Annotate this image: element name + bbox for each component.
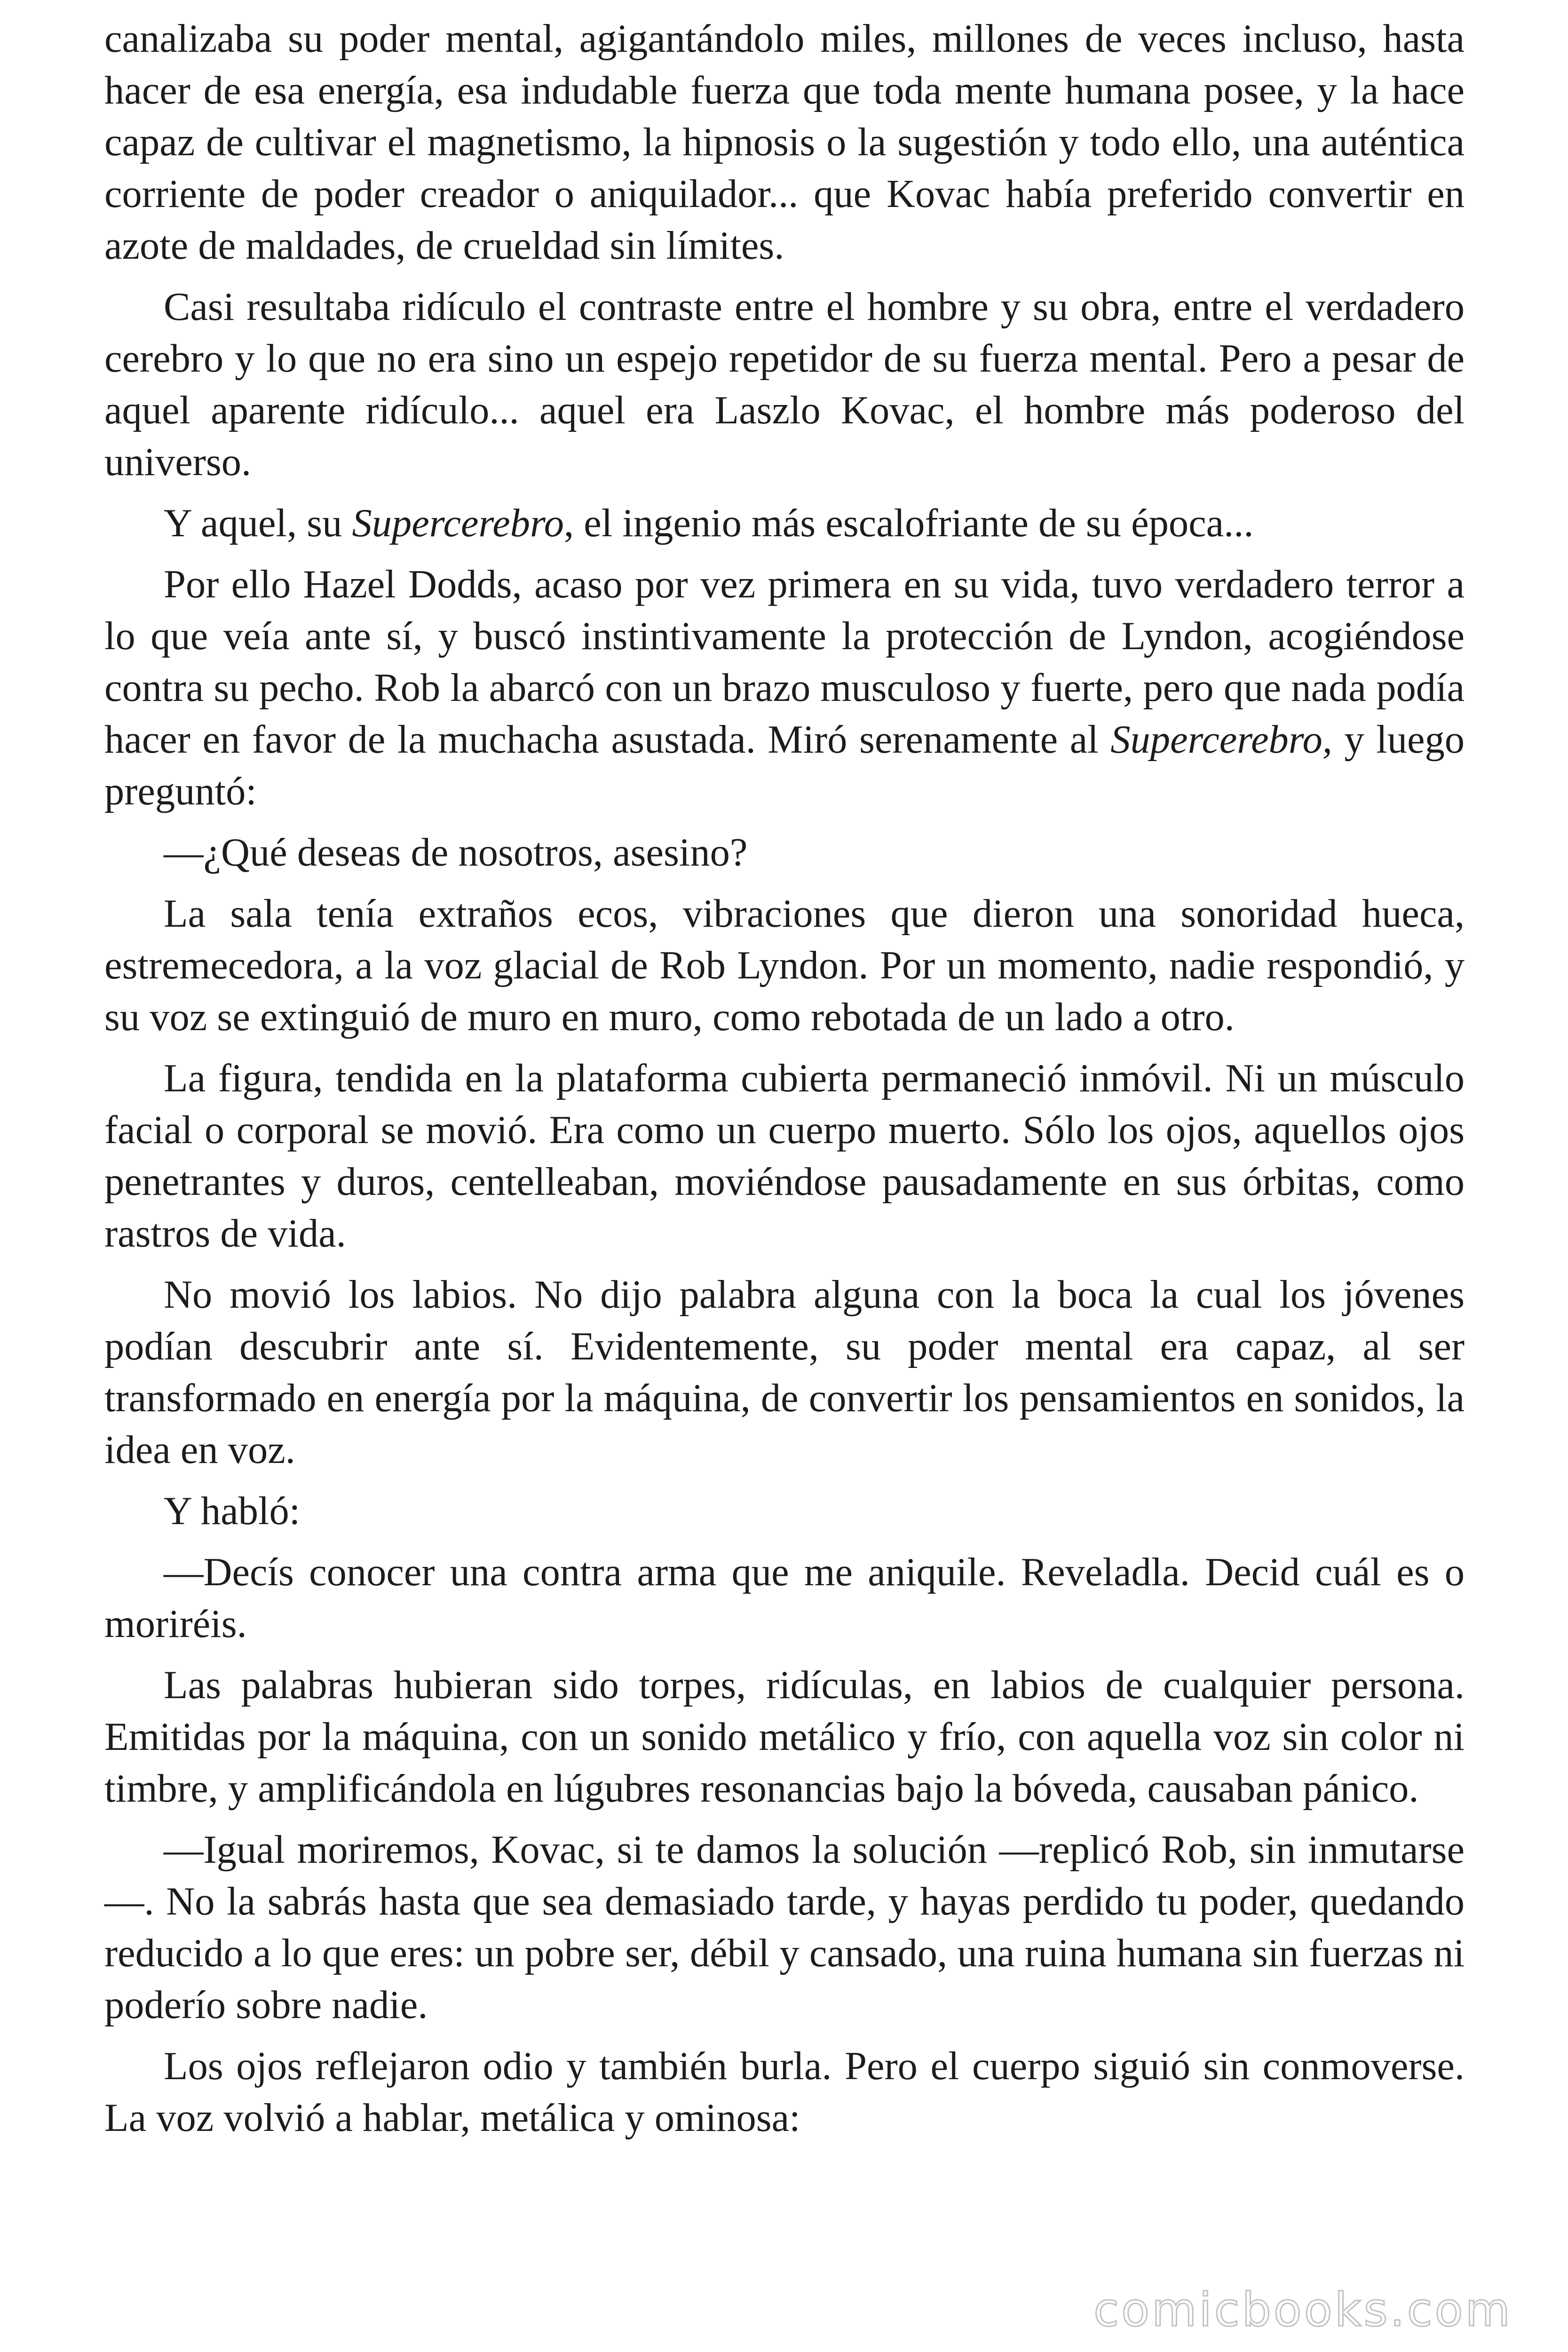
paragraph-text: Los ojos reflejaron odio y también burla. Pero el cuerpo siguió sin conmoverse. La voz volvió a hablar, metálica y ominosa: (104, 2044, 1465, 2140)
paragraph (104, 888, 1465, 1043)
paragraph (104, 559, 1465, 818)
paragraph-text: —Decís conocer una contra arma que me aniquile. Reveladla. Decid cuál es o moriréis. (104, 1550, 1465, 1646)
paragraph (104, 281, 1465, 488)
paragraph-text: Y habló: (164, 1489, 301, 1533)
italic-text: Supercerebro, (1110, 718, 1332, 762)
paragraph (104, 2041, 1465, 2144)
paragraph (104, 1660, 1465, 1815)
paragraph (104, 1269, 1465, 1476)
paragraph (104, 1486, 1465, 1537)
paragraph (104, 1053, 1465, 1260)
paragraph (104, 498, 1465, 549)
paragraph (104, 13, 1465, 272)
paragraph-text: La sala tenía extraños ecos, vibraciones que dieron una sonoridad hueca, estremecedora, a la voz glacial de Rob Lyndon. Por un momento, nadie respondió, y su voz se extinguió de muro en muro, como rebotada de un lado a otro. (104, 892, 1465, 1039)
paragraph (104, 1824, 1465, 2031)
paragraph-text: Y aquel, su (164, 501, 352, 545)
italic-text: Supercerebro (352, 501, 564, 545)
paragraph-text: Las palabras hubieran sido torpes, ridículas, en labios de cualquier persona. Emitidas por la máquina, con un sonido metálico y frío, con aquella voz sin color ni timbre, y amplificándola en lúgubres resonancias bajo la bóveda, causaban pánico. (104, 1663, 1465, 1811)
paragraph (104, 827, 1465, 879)
paragraph-text: Por ello Hazel Dodds, acaso por vez primera en su vida, tuvo verdadero terror a lo que veía ante sí, y buscó instintivamente la protección de Lyndon, acogiéndose contra su pecho. Rob la abarcó con un brazo musculoso y fuerte, pero que nada podía hacer en favor de la muchacha asustada. Miró serenamente al (104, 563, 1465, 762)
paragraph-text: No movió los labios. No dijo palabra alguna con la boca la cual los jóvenes podían descubrir ante sí. Evidentemente, su poder mental era capaz, al ser transformado en energía por la máquina, de convertir los pensamientos en sonidos, la idea en voz. (104, 1273, 1465, 1472)
paragraph-text: —Igual moriremos, Kovac, si te damos la solución —replicó Rob, sin inmutarse—. No la sabrás hasta que sea demasiado tarde, y hayas perdido tu poder, quedando reducido a lo que eres: un pobre ser, débil y cansado, una ruina humana sin fuerzas ni poderío sobre nadie. (104, 1828, 1465, 2027)
paragraph-text: , el ingenio más escalofriante de su época... (564, 501, 1254, 545)
paragraph-text: Casi resultaba ridículo el contraste entre el hombre y su obra, entre el verdadero cerebro y lo que no era sino un espejo repetidor de su fuerza mental. Pero a pesar de aquel aparente ridículo... aquel era Laszlo Kovac, el hombre más poderoso del universo. (104, 285, 1465, 484)
paragraph-text: —¿Qué deseas de nosotros, asesino? (164, 831, 748, 874)
watermark: comicbooks.com (1093, 2283, 1513, 2337)
paragraph (104, 1547, 1465, 1650)
book-page-text (104, 13, 1465, 2153)
paragraph-text: canalizaba su poder mental, agigantándolo miles, millones de veces incluso, hasta hacer de esa energía, esa indudable fuerza que toda mente humana posee, y la hace capaz de cultivar el magnetismo, la hipnosis o la sugestión y todo ello, una auténtica corriente de poder creador o aniquilador... que Kovac había preferido convertir en azote de maldades, de crueldad sin límites. (104, 17, 1465, 268)
paragraph-text: y luego preguntó: (104, 718, 1465, 813)
paragraph-text: La figura, tendida en la plataforma cubierta permaneció inmóvil. Ni un músculo facial o corporal se movió. Era como un cuerpo muerto. Sólo los ojos, aquellos ojos penetrantes y duros, centelleaban, moviéndose pausadamente en sus órbitas, como rastros de vida. (104, 1057, 1465, 1255)
